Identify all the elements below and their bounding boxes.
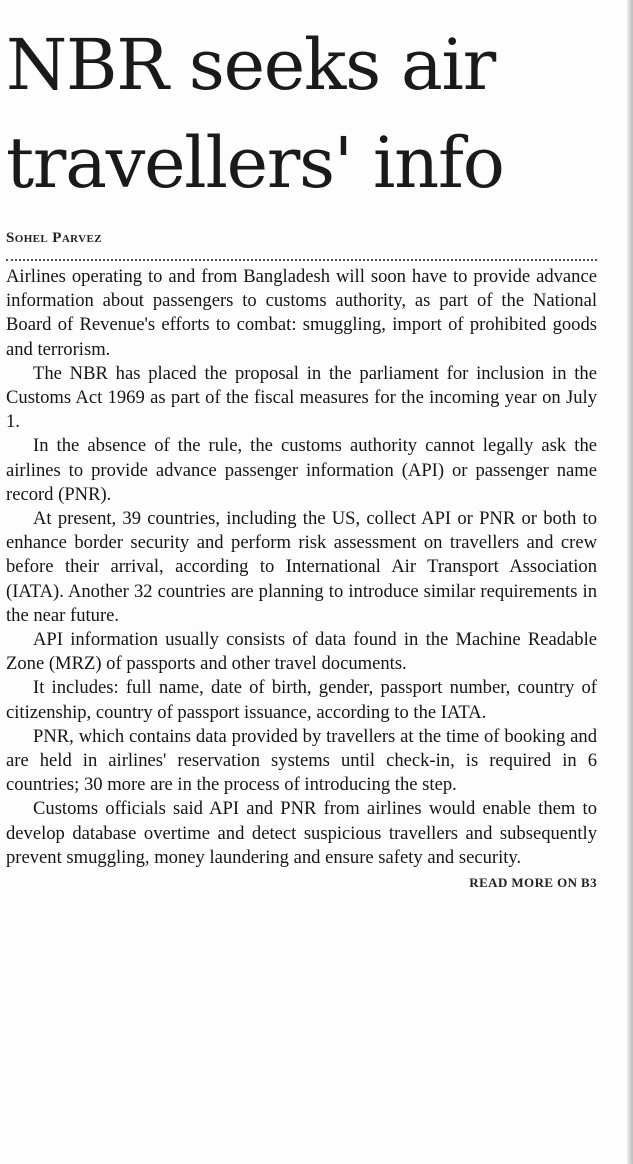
read-more-link[interactable]: READ MORE ON B3 (469, 875, 597, 891)
headline-line-1: NBR seeks air (6, 24, 495, 106)
paragraph-2: The NBR has placed the proposal in the parliament for inclusion in the Customs Act 1969 as part of the fiscal measures for the incoming year on July 1. (6, 362, 597, 433)
article-body (6, 265, 597, 870)
paragraph-8: Customs officials said API and PNR from airlines would enable them to develop database overtime and detect suspicious travellers and subsequently prevent smuggling, money laundering and ensure safety and security. (6, 798, 597, 868)
paragraph-6: It includes: full name, date of birth, gender, passport number, country of citizenship, country of passport issuance, according to the IATA. (6, 677, 597, 723)
headline-line-2: travellers' info (6, 122, 504, 204)
paragraph-5: API information usually consists of data found in the Machine Readable Zone (MRZ) of passports and other travel documents. (6, 629, 597, 675)
paragraph-3: In the absence of the rule, the customs authority cannot legally ask the airlines to provide advance passenger information (API) or passenger name record (PNR). (6, 435, 597, 505)
paragraph-1: Airlines operating to and from Bangladesh will soon have to provide advance information about passengers to customs authority, as part of the National Board of Revenue's efforts to combat: smuggling, import of prohibited goods and terrorism. (6, 266, 597, 360)
dotted-divider (6, 259, 597, 261)
byline: Sohel Parvez (6, 230, 102, 246)
paragraph-7: PNR, which contains data provided by travellers at the time of booking and are held in airlines' reservation systems until check-in, is required in 6 countries; 30 more are in the process of introducing the step. (6, 725, 597, 796)
headline (6, 16, 597, 212)
page-edge-shadow (627, 0, 633, 1164)
paragraph-4: At present, 39 countries, including the US, collect API or PNR or both to enhance border security and perform risk assessment on travellers and crew before their arrival, according to International Air Transport Association (IATA). Another 32 countries are planning to introduce similar requirements in the near future. (6, 508, 597, 626)
article (6, 16, 597, 891)
